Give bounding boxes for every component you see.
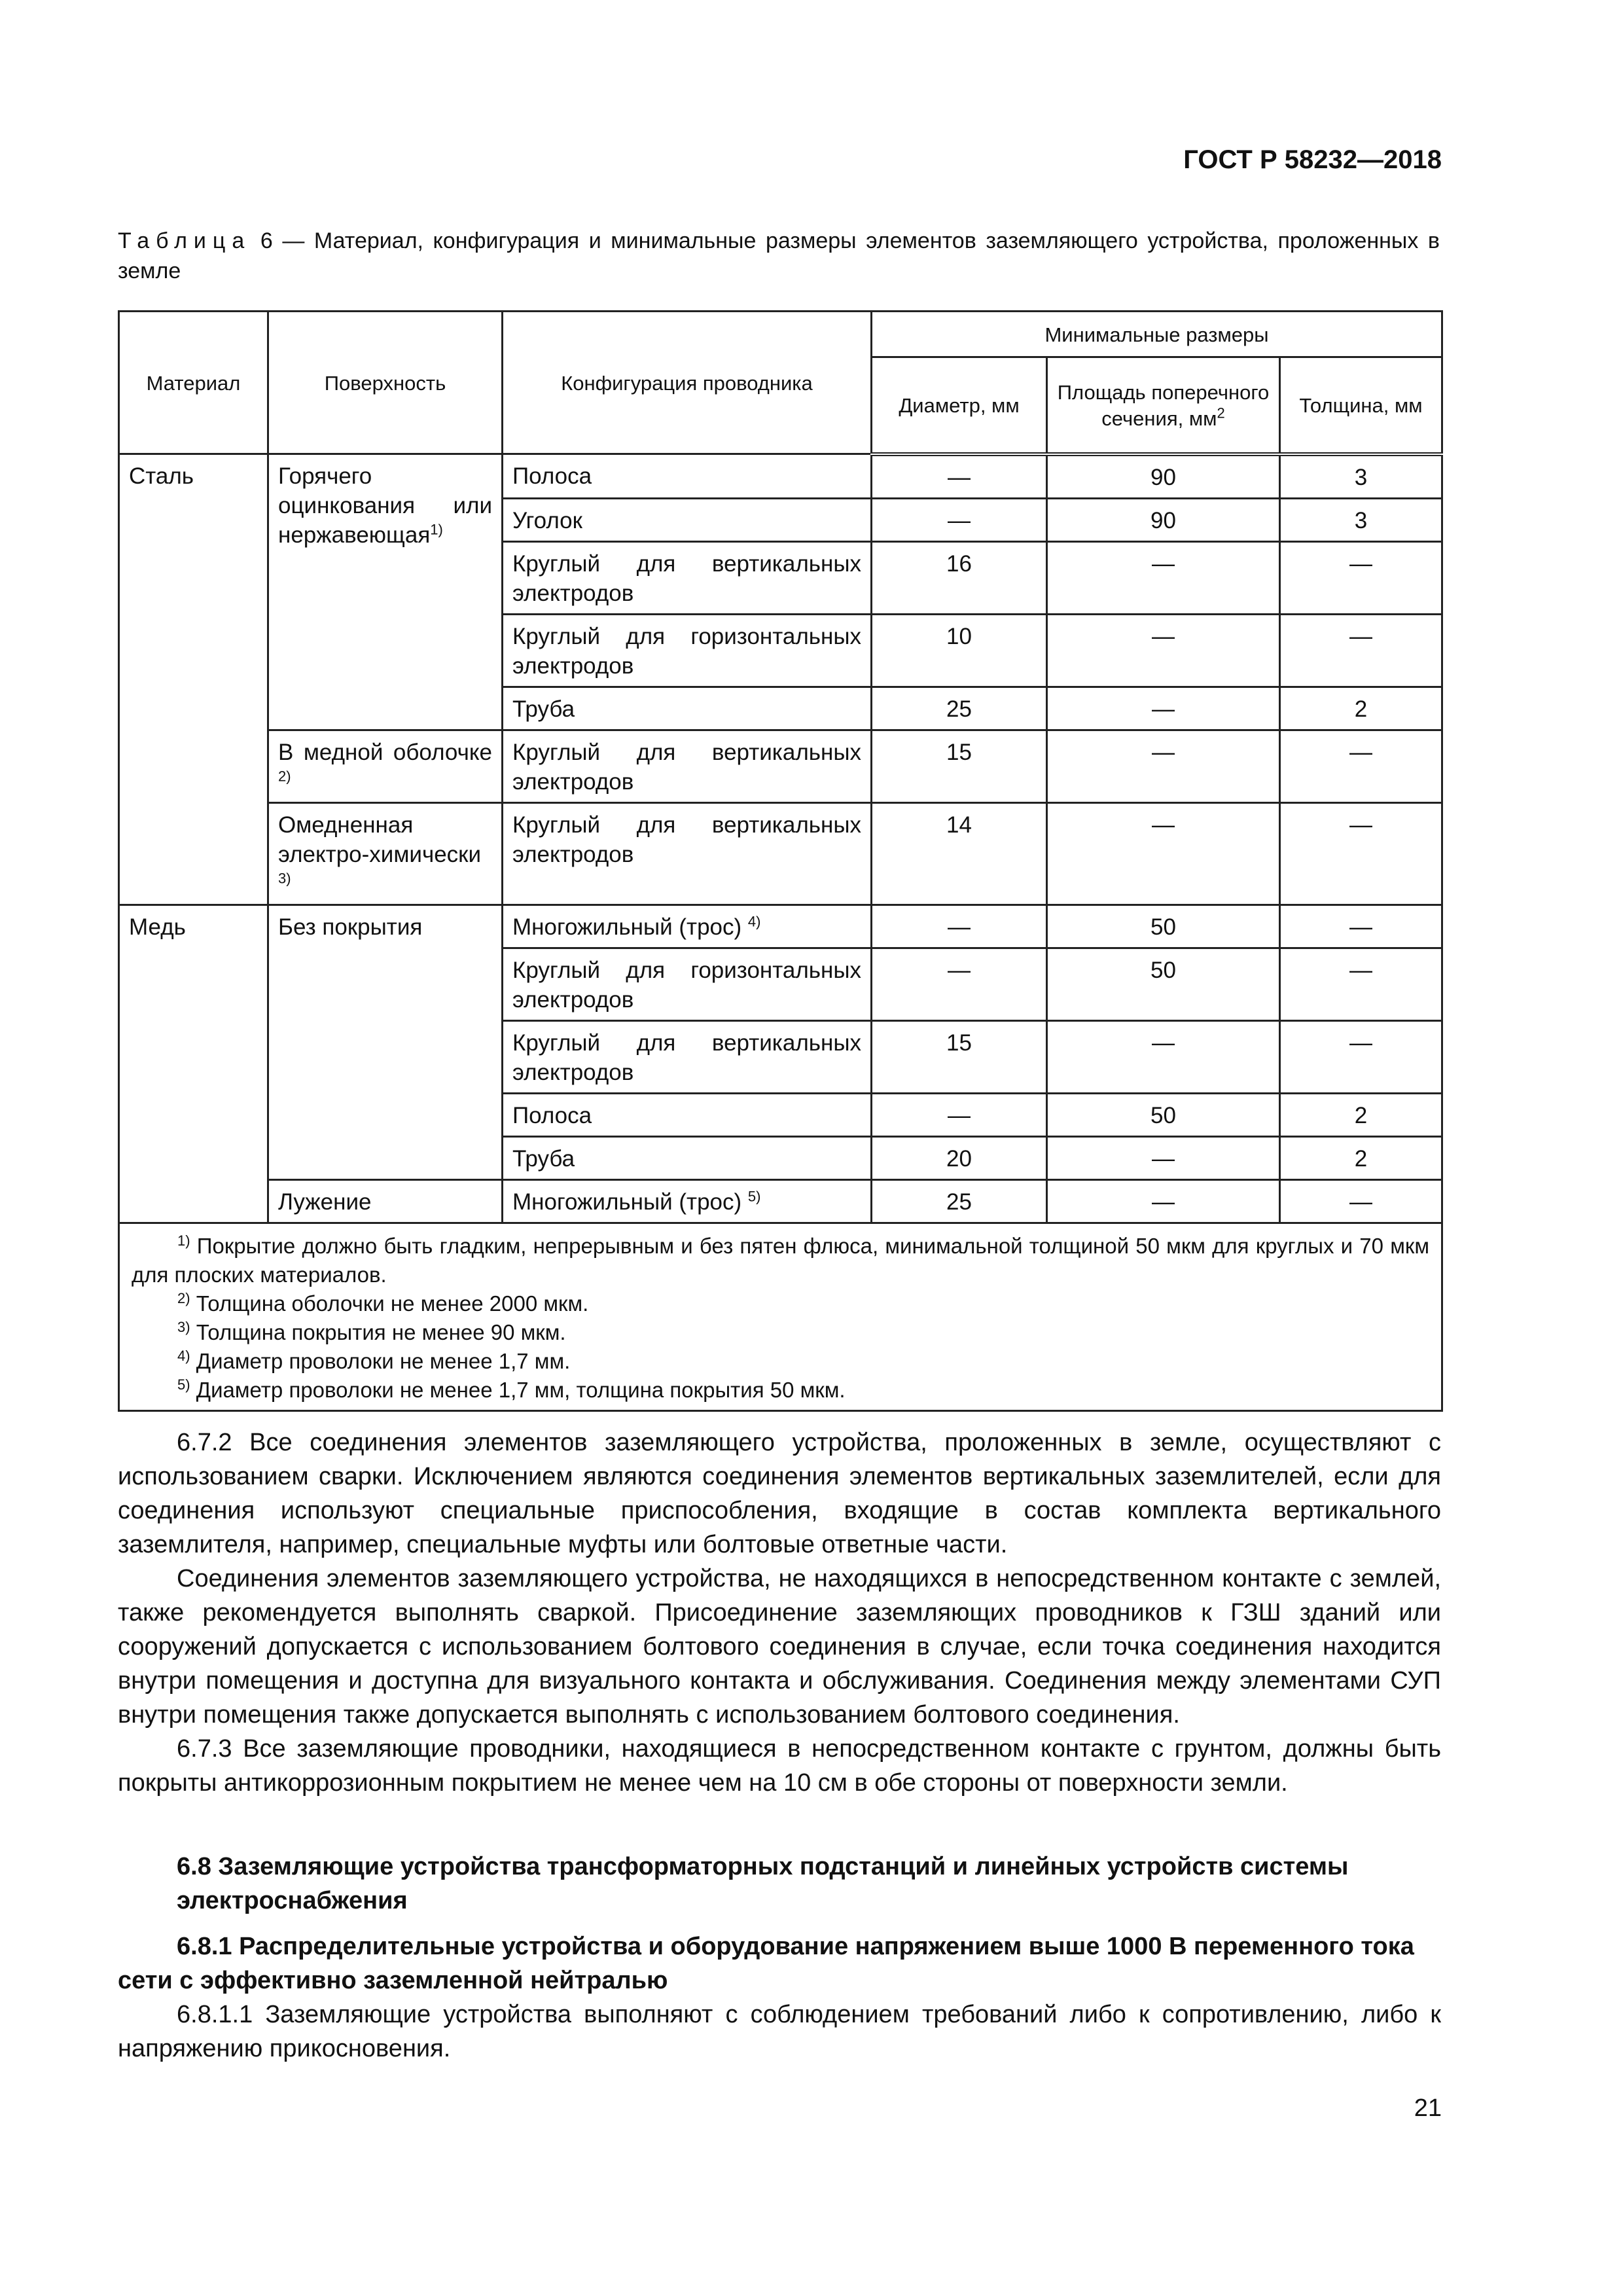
table-note (132, 1318, 1429, 1347)
config-cell: Полоса (503, 454, 872, 499)
area-cell: — (1047, 802, 1280, 905)
thickness-cell: 2 (1280, 687, 1442, 730)
materials-table (118, 310, 1443, 1412)
paragraph-6-7-2-cont: Соединения элементов заземляющего устройства, не находящихся в непосредственном контакте с землей, также рекомендуется выполнять сваркой. Присоединение заземляющих проводников к ГЗШ зданий или сооружений допускается с использованием болтового соединения в случае, если точка соединения находится внутри помещения и доступна для визуального контакта и обслуживания. Соединения между элементами СУП внутри помещения также допускается выполнять с использованием болтового соединения. (118, 1565, 1441, 1729)
heading-6-8: 6.8 Заземляющие устройства трансформаторных подстанций и линейных устройств системы электроснабжения (177, 1853, 1349, 1914)
area-cell: 50 (1047, 948, 1280, 1020)
surface-copper-sheath (268, 730, 503, 802)
note-text: Диаметр проволоки не менее 1,7 мм. (190, 1348, 571, 1373)
table-caption-label: Таблица (118, 228, 251, 253)
diameter-cell: 15 (872, 1020, 1047, 1093)
diameter-cell: 15 (872, 730, 1047, 802)
diameter-cell: — (872, 1093, 1047, 1136)
diameter-cell: — (872, 905, 1047, 948)
table-caption (118, 226, 1440, 286)
diameter-cell: 25 (872, 1179, 1047, 1223)
area-cell: — (1047, 1179, 1280, 1223)
diameter-cell: 14 (872, 802, 1047, 905)
thickness-cell: — (1280, 1020, 1442, 1093)
config-cell: Полоса (503, 1093, 872, 1136)
thickness-cell: — (1280, 730, 1442, 802)
config-stranded-sup: 4) (747, 912, 761, 929)
note-text: Покрытие должно быть гладким, непрерывным и без пятен флюса, минимальной толщиной 50 мкм для круглых и 70 мкм для плоских материалов. (132, 1233, 1430, 1287)
config-stranded-text: Многожильный (трос) (512, 914, 742, 940)
header-area (1047, 357, 1280, 454)
document-number: ГОСТ Р 58232—2018 (1183, 145, 1442, 174)
config-tinned-sup: 5) (747, 1187, 761, 1204)
area-cell: 90 (1047, 498, 1280, 541)
table-row (119, 1179, 1442, 1223)
thickness-cell: — (1280, 541, 1442, 614)
config-cell: Круглый для горизонтальных электродов (503, 948, 872, 1020)
thickness-cell: 2 (1280, 1136, 1442, 1179)
surface-galvanized-sup: 1) (430, 521, 443, 538)
table-note (132, 1347, 1429, 1376)
header-surface: Поверхность (268, 312, 503, 454)
heading-6-8-1-block (118, 1929, 1441, 2066)
area-cell: 50 (1047, 1093, 1280, 1136)
table-row (119, 730, 1442, 802)
diameter-cell: 10 (872, 614, 1047, 687)
config-cell: Круглый для вертикальных электродов (503, 802, 872, 905)
table-notes-row (119, 1223, 1442, 1410)
heading-6-8-block (118, 1850, 1441, 1918)
config-cell (503, 905, 872, 948)
area-cell: 90 (1047, 454, 1280, 499)
area-cell: — (1047, 614, 1280, 687)
header-area-sup: 2 (1217, 404, 1225, 422)
body-section (118, 1426, 1441, 1800)
material-steel: Сталь (119, 454, 268, 905)
surface-electrochemical-a: Омедненная (278, 812, 414, 838)
thickness-cell: 2 (1280, 1093, 1442, 1136)
note-mark: 2) (177, 1289, 190, 1306)
surface-galvanized-text: Горячего оцинкования или нержавеющая (278, 463, 492, 548)
surface-bare: Без покрытия (268, 905, 503, 1179)
heading-6-8-1: 6.8.1 Распределительные устройства и оборудование напряжением выше 1000 В переменного тока сети с эффективно заземленной нейтралью (118, 1933, 1414, 1994)
diameter-cell: — (872, 948, 1047, 1020)
table-row (119, 802, 1442, 905)
diameter-cell: 25 (872, 687, 1047, 730)
diameter-cell: — (872, 498, 1047, 541)
thickness-cell: — (1280, 802, 1442, 905)
area-cell: — (1047, 687, 1280, 730)
header-min-sizes: Минимальные размеры (872, 312, 1442, 357)
thickness-cell: 3 (1280, 454, 1442, 499)
thickness-cell: 3 (1280, 498, 1442, 541)
table-note (132, 1289, 1429, 1318)
header-diameter: Диаметр, мм (872, 357, 1047, 454)
note-mark: 1) (177, 1232, 190, 1249)
area-cell: — (1047, 1020, 1280, 1093)
config-cell: Круглый для вертикальных электродов (503, 541, 872, 614)
header-thickness: Толщина, мм (1280, 357, 1442, 454)
surface-copper-sheath-sup: 2) (278, 767, 291, 784)
config-cell: Круглый для вертикальных электродов (503, 730, 872, 802)
table-row (119, 905, 1442, 948)
table-row (119, 454, 1442, 499)
thickness-cell: — (1280, 614, 1442, 687)
config-cell: Круглый для горизонтальных электродов (503, 614, 872, 687)
config-cell (503, 1179, 872, 1223)
config-cell: Уголок (503, 498, 872, 541)
area-cell: 50 (1047, 905, 1280, 948)
diameter-cell: — (872, 454, 1047, 499)
page-number: 21 (1414, 2094, 1442, 2122)
thickness-cell: — (1280, 948, 1442, 1020)
note-text: Толщина покрытия не менее 90 мкм. (190, 1319, 566, 1344)
note-text: Диаметр проволоки не менее 1,7 мм, толщина покрытия 50 мкм. (190, 1377, 846, 1402)
table-note (132, 1232, 1429, 1289)
config-cell: Круглый для вертикальных электродов (503, 1020, 872, 1093)
diameter-cell: 20 (872, 1136, 1047, 1179)
thickness-cell: — (1280, 905, 1442, 948)
surface-tinned: Лужение (268, 1179, 503, 1223)
surface-copper-sheath-text: В медной оболочке (278, 739, 492, 765)
paragraph-6-7-3: 6.7.3 Все заземляющие проводники, находящиеся в непосредственном контакте с грунтом, должны быть покрыты антикоррозионным покрытием не менее чем на 10 см в обе стороны от поверхности земли. (118, 1735, 1441, 1797)
table-note (132, 1376, 1429, 1405)
config-cell: Труба (503, 687, 872, 730)
surface-galvanized (268, 454, 503, 730)
paragraph-6-7-2: 6.7.2 Все соединения элементов заземляющего устройства, проложенных в земле, осуществляют с использованием сварки. Исключением являются соединения элементов вертикальных заземлителей, если для соединения используют специальные приспособления, входящие в состав комплекта вертикального заземлителя, например, специальные муфты или болтовые ответные части. (118, 1429, 1441, 1558)
surface-electrochemical-b: электро-химически (278, 841, 482, 867)
config-tinned-text: Многожильный (трос) (512, 1189, 742, 1215)
surface-electrochemical (268, 802, 503, 905)
table-caption-text: 6 — Материал, конфигурация и минимальные размеры элементов заземляющего устройства, проложенных в земле (118, 228, 1440, 283)
header-material: Материал (119, 312, 268, 454)
area-cell: — (1047, 1136, 1280, 1179)
surface-electrochemical-sup: 3) (278, 869, 291, 886)
area-cell: — (1047, 541, 1280, 614)
config-cell: Труба (503, 1136, 872, 1179)
area-cell: — (1047, 730, 1280, 802)
note-mark: 3) (177, 1318, 190, 1335)
diameter-cell: 16 (872, 541, 1047, 614)
header-config: Конфигурация проводника (503, 312, 872, 454)
thickness-cell: — (1280, 1179, 1442, 1223)
note-text: Толщина оболочки не менее 2000 мкм. (190, 1291, 589, 1316)
paragraph-6-8-1-1: 6.8.1.1 Заземляющие устройства выполняют с соблюдением требований либо к сопротивлению, либо к напряжению прикосновения. (118, 2001, 1441, 2062)
header-area-text: Площадь поперечного сечения, мм (1057, 380, 1270, 430)
material-copper: Медь (119, 905, 268, 1223)
note-mark: 5) (177, 1376, 190, 1393)
note-mark: 4) (177, 1347, 190, 1364)
table-notes (119, 1223, 1442, 1410)
